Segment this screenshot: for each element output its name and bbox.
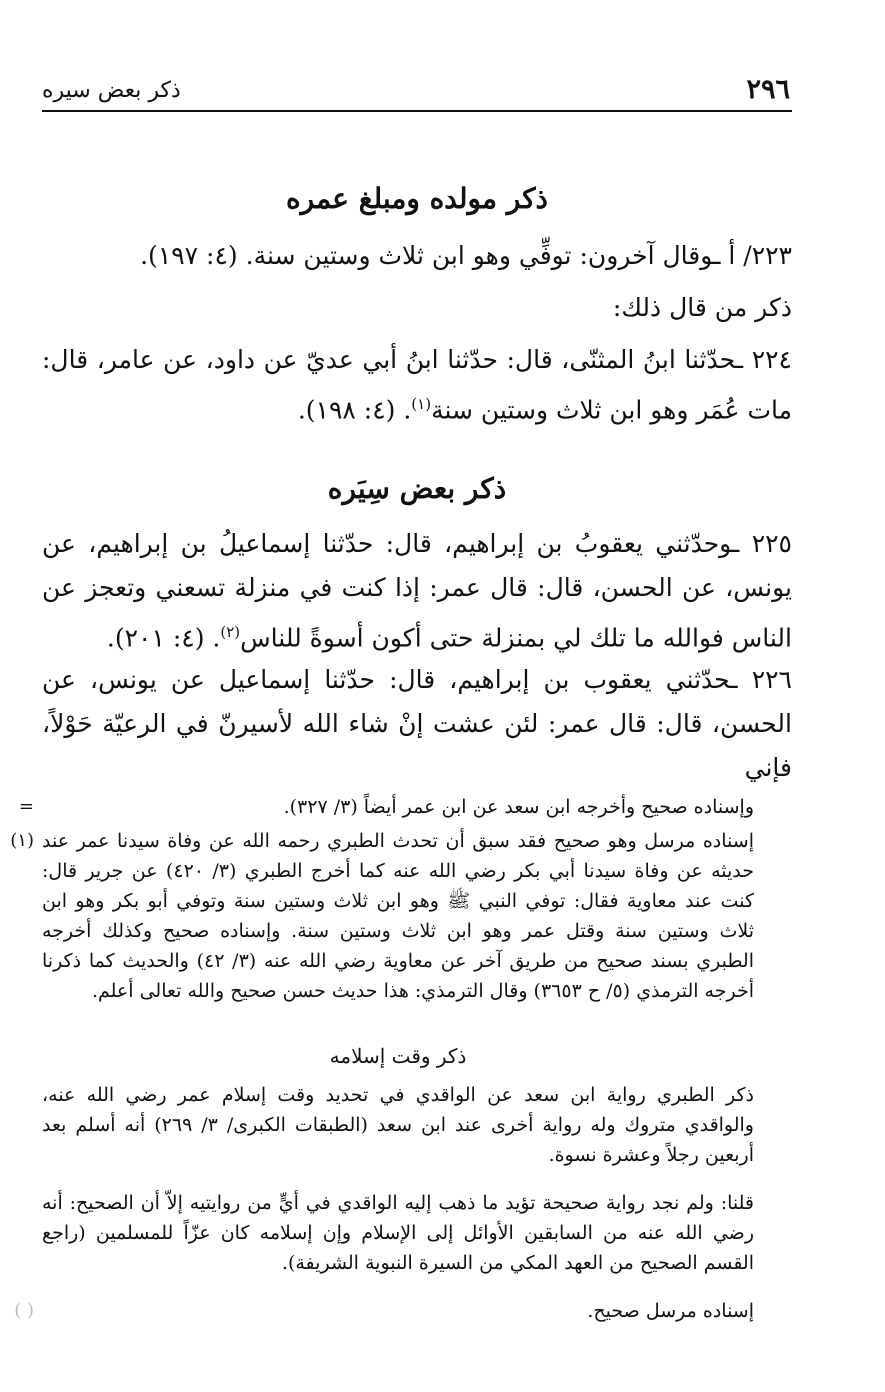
footnote-2-text: إسناده مرسل صحيح.: [587, 1300, 754, 1322]
section-heading-conduct: ذكر بعض سِيَره: [327, 472, 507, 505]
footnote-subheading: ذكر وقت إسلامه: [329, 1044, 467, 1068]
paragraph-225: [42, 522, 792, 660]
footnote-continued-mark: =: [18, 796, 34, 817]
paragraph-224: [42, 338, 792, 432]
footnote-1-text: إسناده مرسل وهو صحيح فقد سبق أن تحدث الطبري رحمه الله عن وفاة سيدنا عمر عند حديثه عن وفاة سيدنا أبي بكر رضي الله عنه كما أخرج الطبري (٣/ ٤٢٠) عن جرير قال: كنت عند معاوية فقال: توفي النبي ﷺ وهو ابن ثلاث وستين سنة وتوفي أبو بكر وهو ابن ثلاث وستين سنة وقتل عمر وهو ابن ثلاث وستين سنة. وإسناده صحيح وكذلك أخرجه الطبري بسند صحيح من طريق آخر عن معاوية رضي الله عنه (٣/ ٤٢) والحديث كما ذكرنا أخرجه الترمذي (٥/ ح ٣٦٥٣) وقال الترمذي: هذا حديث حسن صحيح والله تعالى أعلم.: [42, 830, 754, 1002]
footnote-1-mark: (١): [10, 830, 34, 851]
footnote-1-para-1: ذكر الطبري رواية ابن سعد عن الواقدي في تحديد وقت إسلام عمر رضي الله عنه، والواقدي متروك وله رواية أخرى عند ابن سعد (الطبقات الكبرى/ ٣/ ٢٦٩) أنه أسلم بعد أربعين رجلاً وعشرة نسوة.: [42, 1084, 754, 1166]
running-title: ذكر بعض سيره: [42, 78, 181, 103]
page-header: [42, 72, 792, 112]
section-heading-birth: ذكر مولده ومبلغ عمره: [285, 182, 548, 215]
page-number: ٢٩٦: [746, 74, 790, 105]
footnote-ref-2: (٢): [220, 623, 241, 641]
paragraph-226: ٢٢٦ ـحدّثني يعقوب بن إبراهيم، قال: حدّثنا إسماعيل عن يونس، عن الحسن، قال: قال عمر: لئن عشت إنْ شاء الله لأسيرنّ في الرعيّة حَوْلاً، فإني: [42, 665, 792, 782]
paragraph-225-text: ٢٢٥ ـوحدّثني يعقوبُ بن إبراهيم، قال: حدّثنا إسماعيلُ بن إبراهيم، عن يونس، عن الحسن، قال: قال عمر: إذا كنت في منزلة تسعني وتعجز عن الناس فوالله ما تلك لي بمنزلة حتى أكون أسوةً للناس: [42, 529, 792, 653]
footnote-continued-text: وإسناده صحيح وأخرجه ابن سعد عن ابن عمر أيضاً (٣/ ٣٢٧).: [283, 796, 754, 818]
paragraph-224-text: ٢٢٤ ـحدّثنا ابنُ المثنّى، قال: حدّثنا ابنُ أبي عديّ عن داود، عن عامر، قال: مات عُمَر وهو ابن ثلاث وستين سنة: [42, 345, 792, 425]
footnote-2-mark: ( ): [14, 1300, 34, 1321]
paragraph-224-citation: . (٤: ١٩٨).: [297, 395, 412, 425]
footnote-ref-1: (١): [411, 395, 432, 413]
footnote-1: [10, 826, 754, 1006]
footnote-continued: [18, 792, 754, 822]
paragraph-intro: ذكر من قال ذلك:: [612, 293, 792, 322]
footnote-2: [14, 1296, 754, 1326]
footnote-1-para-2: قلنا: ولم نجد رواية صحيحة تؤيد ما ذهب إليه الواقدي في أيٍّ من روايتيه إلاّ أن الصحيح: أنه رضي الله عنه من السابقين الأوائل إلى الإسلام وإن إسلامه كان عزّاً للمسلمين (راجع القسم الصحيح من العهد المكي من السيرة النبوية الشريفة).: [42, 1192, 754, 1274]
paragraph-223: ٢٢٣/ أ ـوقال آخرون: توفِّي وهو ابن ثلاث وستين سنة. (٤: ١٩٧).: [140, 241, 792, 270]
paragraph-225-citation: . (٤: ٢٠١).: [106, 623, 221, 653]
